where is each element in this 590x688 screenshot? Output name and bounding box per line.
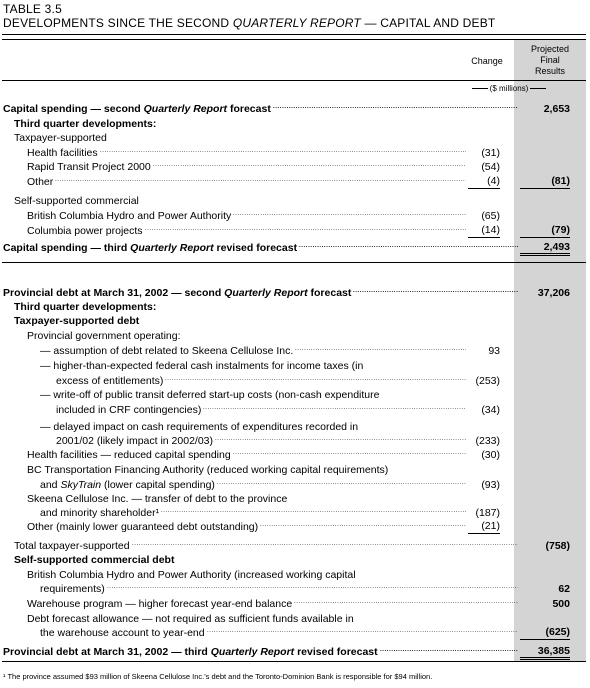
row-label xyxy=(3,286,351,300)
change-value: (30) xyxy=(481,449,500,461)
table-row xyxy=(0,146,590,160)
table-row xyxy=(0,478,590,492)
table-row xyxy=(0,300,590,314)
dot-leader xyxy=(273,102,518,116)
row-label: BC Transportation Financing Authority (reduced working capital requirements) xyxy=(27,464,389,476)
projected-final-value: 2,493 xyxy=(520,241,570,256)
row-label: Taxpayer-supported xyxy=(14,132,107,144)
dot-leader xyxy=(153,160,466,174)
table-row xyxy=(0,388,590,402)
row-label xyxy=(3,102,271,116)
table-row xyxy=(0,160,590,174)
projected-final-value: 500 xyxy=(552,598,570,610)
dot-leader xyxy=(353,286,518,300)
table-row xyxy=(0,209,590,223)
table-title xyxy=(3,16,495,30)
table-row xyxy=(0,582,590,596)
table-number: TABLE 3.5 xyxy=(3,2,62,16)
row-label xyxy=(3,645,378,659)
dot-leader xyxy=(217,478,466,492)
dot-leader xyxy=(299,241,518,255)
dot-leader xyxy=(380,645,518,659)
section-divider-rule xyxy=(2,262,586,263)
title-italic: QUARTERLY REPORT xyxy=(232,16,361,30)
row-label: Rapid Transit Project 2000 xyxy=(27,161,151,173)
change-value: (93) xyxy=(481,479,500,491)
table-row xyxy=(0,568,590,582)
row-label: Health facilities — reduced capital spending xyxy=(27,449,231,461)
change-value: (233) xyxy=(475,435,500,447)
table-row xyxy=(0,434,590,448)
row-label: British Columbia Hydro and Power Authority (increased working capital xyxy=(27,569,356,581)
table-row xyxy=(0,224,590,238)
title-part1: DEVELOPMENTS SINCE THE SECOND xyxy=(3,16,233,30)
row-label-part: and xyxy=(40,479,61,491)
row-label-part: Capital spending — second xyxy=(3,103,144,115)
projected-final-value: 62 xyxy=(558,583,570,595)
row-label: Warehouse program — higher forecast year-end balance xyxy=(27,598,293,610)
dot-leader xyxy=(145,224,466,238)
row-label-part: Capital spending — third xyxy=(3,242,131,254)
change-value: (14) xyxy=(468,224,500,238)
table-row xyxy=(0,520,590,534)
dot-leader xyxy=(107,582,518,596)
row-label: 2001/02 (likely impact in 2002/03) xyxy=(56,435,214,447)
dot-leader xyxy=(55,175,466,189)
row-label: excess of entitlements) xyxy=(56,375,164,387)
projected-final-value: 36,385 xyxy=(520,645,570,660)
row-label-part: forecast xyxy=(227,103,271,115)
row-label: Other (mainly lower guaranteed debt outstanding) xyxy=(27,521,259,533)
table-row xyxy=(0,314,590,328)
table-row xyxy=(0,329,590,343)
dot-leader xyxy=(260,520,466,534)
table-row xyxy=(0,374,590,388)
dot-leader xyxy=(295,344,466,358)
change-value: (65) xyxy=(481,210,500,222)
change-value: (21) xyxy=(468,520,500,534)
footnote: ¹ The province assumed $93 million of Skeena Cellulose Inc.'s debt and the Toronto-Dominion Bank is responsible for $94 million. xyxy=(3,672,433,681)
change-column-header: Change xyxy=(471,56,503,66)
table-row xyxy=(0,539,590,553)
row-label: — assumption of debt related to Skeena Cellulose Inc. xyxy=(40,345,294,357)
table-row xyxy=(0,448,590,462)
row-label xyxy=(40,478,215,492)
table-row xyxy=(0,102,590,116)
change-value: (54) xyxy=(481,161,500,173)
table-row xyxy=(0,241,590,255)
row-label: — delayed impact on cash requirements of expenditures recorded in xyxy=(40,421,359,433)
table-row xyxy=(0,645,590,659)
header-top-rule xyxy=(2,39,586,40)
row-label: British Columbia Hydro and Power Authority xyxy=(27,210,232,222)
row-label: Taxpayer-supported debt xyxy=(14,315,140,327)
change-value: (4) xyxy=(468,175,500,189)
header-bottom-rule xyxy=(2,80,586,81)
table-row xyxy=(0,420,590,434)
projected-final-value: (81) xyxy=(520,175,570,189)
projected-final-value: 2,653 xyxy=(543,103,570,115)
row-label: Self-supported commercial xyxy=(14,195,139,207)
row-label: Skeena Cellulose Inc. — transfer of debt to the province xyxy=(27,493,288,505)
table-row xyxy=(0,194,590,208)
projected-column-header xyxy=(514,44,586,77)
units-label xyxy=(470,84,548,93)
projected-final-value: (79) xyxy=(520,224,570,238)
row-label: Provincial government operating: xyxy=(27,330,181,342)
table-row xyxy=(0,359,590,373)
row-label: included in CRF contingencies) xyxy=(56,404,202,416)
dot-leader xyxy=(203,403,466,417)
change-value: (34) xyxy=(481,404,500,416)
row-label-part: Provincial debt at March 31, 2002 — second xyxy=(3,287,225,299)
dot-leader xyxy=(233,209,466,223)
row-label: and minority shareholder¹ xyxy=(40,507,160,519)
table-row xyxy=(0,626,590,640)
bottom-rule xyxy=(2,661,586,662)
row-label: the warehouse account to year-end xyxy=(40,627,205,639)
row-label: Other xyxy=(27,176,54,188)
row-label xyxy=(3,241,297,255)
row-label-part: revised forecast xyxy=(213,242,298,254)
projected-header-line3: Results xyxy=(534,66,565,76)
row-label: Columbia power projects xyxy=(27,225,143,237)
table-row xyxy=(0,344,590,358)
row-label-part: Provincial debt at March 31, 2002 — third xyxy=(3,646,211,658)
projected-header-line1: Projected xyxy=(530,44,570,54)
dot-leader xyxy=(132,539,518,553)
dot-leader xyxy=(207,626,518,640)
row-label-italic: Quarterly Report xyxy=(143,103,228,115)
projected-final-value: (758) xyxy=(545,540,570,552)
row-label: Third quarter developments: xyxy=(14,301,157,313)
row-label: Debt forecast allowance — not required as sufficient funds available in xyxy=(27,613,354,625)
table-row xyxy=(0,175,590,189)
top-rule xyxy=(2,34,586,35)
row-label: — write-off of public transit deferred start-up costs (non-cash expenditure xyxy=(40,389,380,401)
row-label-part: (lower capital spending) xyxy=(101,479,215,491)
projected-final-value: (625) xyxy=(520,626,570,640)
row-label: requirements) xyxy=(40,583,105,595)
row-label: — higher-than-expected federal cash instalments for income taxes (in xyxy=(40,360,364,372)
row-label: Health facilities xyxy=(27,147,98,159)
table-row xyxy=(0,612,590,626)
row-label: Total taxpayer-supported xyxy=(14,540,130,552)
row-label-italic: Quarterly Report xyxy=(210,646,295,658)
table-row xyxy=(0,463,590,477)
dot-leader xyxy=(215,434,466,448)
row-label: Self-supported commercial debt xyxy=(14,554,175,566)
table-row xyxy=(0,131,590,145)
dot-leader xyxy=(100,146,466,160)
change-value: (31) xyxy=(481,147,500,159)
projected-final-value: 37,206 xyxy=(537,287,570,299)
change-value: (187) xyxy=(475,507,500,519)
table-row xyxy=(0,492,590,506)
table-row xyxy=(0,117,590,131)
table-row xyxy=(0,553,590,567)
row-label: Third quarter developments: xyxy=(14,118,157,130)
change-value: (253) xyxy=(475,375,500,387)
row-label-part: revised forecast xyxy=(294,646,378,658)
dot-leader xyxy=(233,448,466,462)
dot-leader xyxy=(161,506,466,520)
row-label-italic: SkyTrain xyxy=(60,479,102,491)
row-label-part: forecast xyxy=(307,287,352,299)
change-value: 93 xyxy=(488,345,500,357)
row-label-italic: Quarterly Report xyxy=(130,242,214,254)
table-row xyxy=(0,597,590,611)
title-part2: — CAPITAL AND DEBT xyxy=(360,16,496,30)
row-label-italic: Quarterly Report xyxy=(224,287,308,299)
dot-leader xyxy=(165,374,466,388)
table-row xyxy=(0,286,590,300)
dot-leader xyxy=(294,597,518,611)
table-row xyxy=(0,403,590,417)
table-row xyxy=(0,506,590,520)
units-text: ($ millions) xyxy=(489,84,529,93)
projected-header-line2: Final xyxy=(540,55,560,65)
